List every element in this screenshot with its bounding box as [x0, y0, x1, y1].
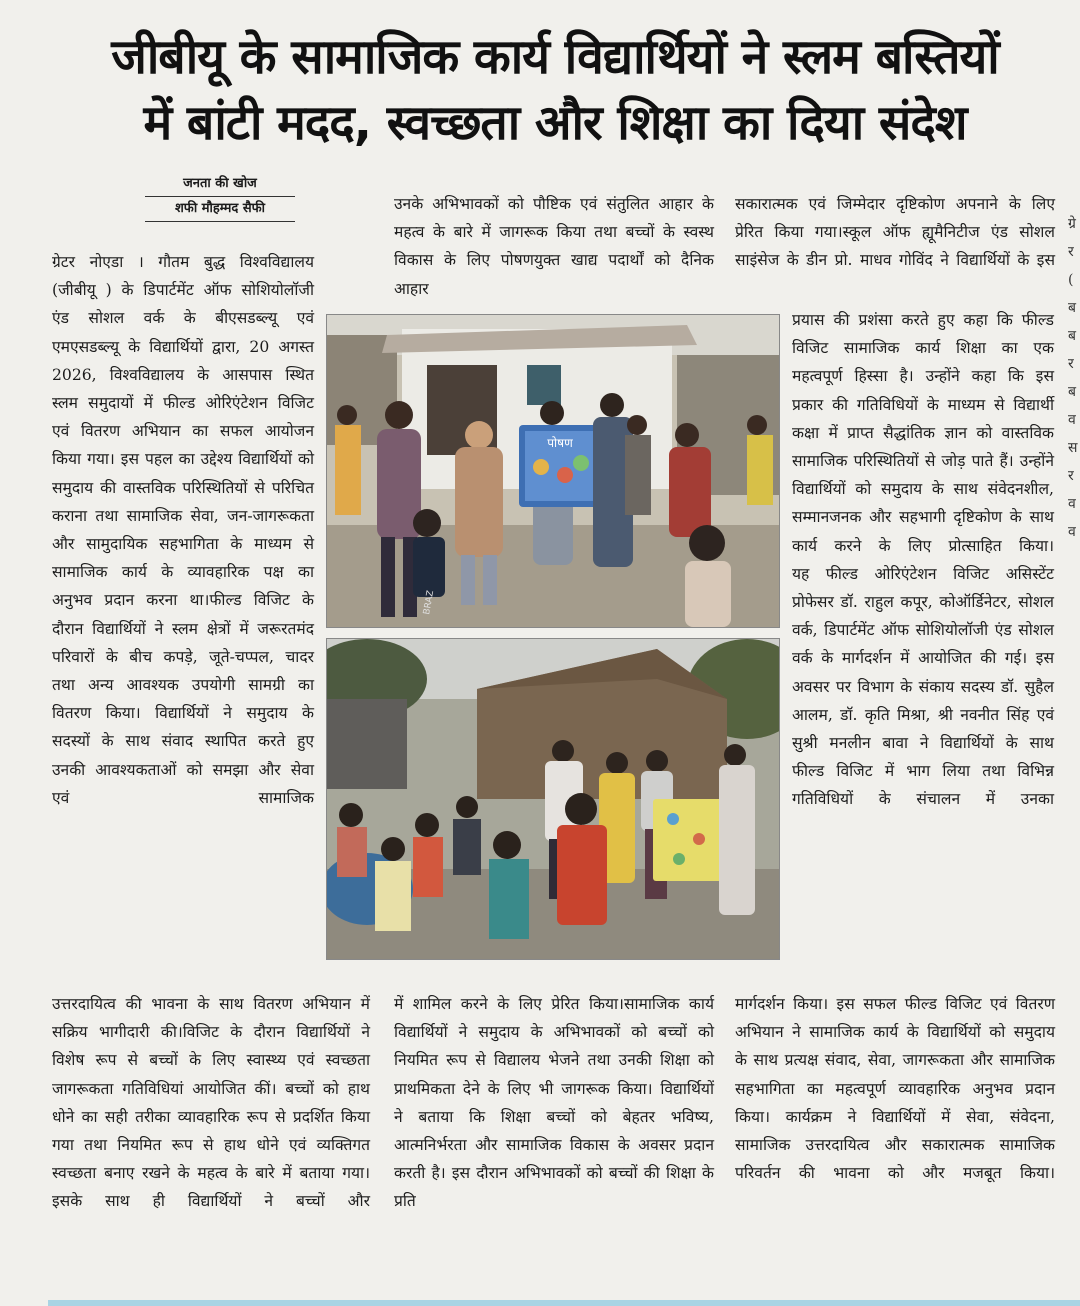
headline — [40, 24, 1070, 156]
edge-glyph: र — [1068, 244, 1074, 260]
edge-glyph: ब — [1068, 384, 1076, 400]
article-paragraph: सकारात्मक एवं जिम्मेदार दृष्टिकोण अपनाने के लिए प्रेरित किया गया।स्कूल ऑफ ह्यूमैनिटीज एंड सोशल साइंसेज के डीन प्रो. माधव गोविंद ने विद्यार्थियों के इस — [735, 195, 1055, 270]
edge-glyph: ब — [1068, 328, 1076, 344]
article-paragraph: प्रयास की प्रशंसा करते हुए कहा कि फील्ड विजिट सामाजिक कार्य शिक्षा का एक महत्वपूर्ण हिस्सा है। उन्होंने कहा कि इस प्रकार की गतिविधियों के माध्यम से विद्यार्थी कक्षा में प्राप्त सैद्धांतिक ज्ञान को वास्तविक सामाजिक परिस्थितियों से जोड़ पाते हैं। उन्होंने विद्यार्थियों को समुदाय के साथ संवेदनशील, सम्मानजनक और सहभागी दृष्टिकोण के साथ कार्य करने के लिए प्रोत्साहित किया। — [792, 311, 1054, 555]
article-column-1-top — [52, 248, 314, 812]
article-column-1-bottom — [52, 990, 370, 1216]
article-paragraph: यह फील्ड ओरिएंटेशन विजिट असिस्टेंट प्रोफेसर डॉ. राहुल कपूर, कोऑर्डिनेटर, सोशल वर्क, डिपार्टमेंट ऑफ सोशियोलॉजी एंड सोशल वर्क के मार्गदर्शन में आयोजित की गई। इस अवसर पर विभाग के संकाय सदस्य डॉ. सुहैल आलम, डॉ. कृति मिश्रा, श्री नवनीत सिंह एवं सुश्री मनलीन बावा ने विद्यार्थियों के साथ फील्ड विजिट में भाग लिया तथा विभिन्न गतिविधियों के संचालन में उनका — [792, 564, 1054, 809]
shirt-text: BRAZ — [422, 589, 437, 616]
edge-glyph: स — [1068, 440, 1078, 456]
photo-illustration — [327, 639, 779, 959]
edge-glyph: ब — [1068, 300, 1076, 316]
byline-source: जनता की खोज — [183, 176, 257, 191]
byline-author: शफी मौहम्मद सैफी — [174, 201, 266, 216]
edge-glyph: व — [1068, 496, 1076, 512]
article-column-2-top — [394, 190, 714, 303]
article-paragraph: ग्रेटर नोएडा । गौतम बुद्ध विश्वविद्यालय (जीबीयू ) के डिपार्टमेंट ऑफ सोशियोलॉजी एंड सोशल वर्क के बीएसडब्ल्यू एवं एमएसडब्ल्यू के विद्यार्थियों द्वारा, 20 अगस्त 2026, विश्वविद्यालय के आसपास स्थित स्लम समुदायों में फील्ड ओरिएंटेशन विजिट एवं वितरण अभियान का सफल आयोजन किया गया। इस पहल का उद्देश्य विद्यार्थियों को समुदाय की वास्तविक परिस्थितियों से परिचित कराना तथा सामाजिक सेवा, जन-जागरूकता और सामुदायिक सहभागिता के माध्यम से सामाजिक कार्य के व्यावहारिक पक्ष का अनुभव प्रदान करना था।फील्ड विजिट के दौरान विद्यार्थियों ने स्लम क्षेत्रों में जरूरतमंद परिवारों के बीच कपड़े, जूते-चप्पल, चादर तथा अन्य आवश्यक उपयोगी सामग्री का वितरण किया। विद्यार्थियों ने समुदाय के सदस्यों के साथ संवाद स्थापित करते हुए उनकी आवश्यकताओं को समझा और सेवा एवं सामाजिक — [52, 253, 314, 807]
byline-rule — [145, 221, 295, 222]
page-bottom-bar — [48, 1300, 1080, 1306]
edge-glyph: व — [1068, 412, 1076, 428]
edge-glyph: र — [1068, 356, 1074, 372]
byline — [140, 172, 300, 222]
news-photo-students-poster — [326, 314, 780, 628]
article-column-3-middle — [792, 306, 1054, 814]
edge-glyph: र — [1068, 468, 1074, 484]
article-column-3-top — [735, 190, 1055, 275]
headline-line-2: में बांटी मदद, स्वच्छता और शिक्षा का दिया संदेश — [143, 95, 967, 151]
edge-glyph: व — [1068, 524, 1076, 540]
edge-glyph: ( — [1068, 272, 1074, 288]
article-paragraph: उत्तरदायित्व की भावना के साथ वितरण अभियान में सक्रिय भागीदारी की।विजिट के दौरान विद्यार्थियों ने विशेष रूप से बच्चों के लिए स्वास्थ्य एवं स्वच्छता जागरूकता गतिविधियां आयोजित कीं। बच्चों को हाथ धोने का सही तरीका व्यावहारिक रूप से प्रदर्शित किया गया तथा नियमित रूप से हाथ धोने एवं व्यक्तिगत स्वच्छता बनाए रखने के महत्व के बारे में बताया गया। इसके साथ ही विद्यार्थियों ने बच्चों और — [52, 995, 370, 1211]
article-paragraph: उनके अभिभावकों को पौष्टिक एवं संतुलित आहार के महत्व के बारे में जागरूक किया तथा बच्चों के स्वस्थ विकास के लिए पोषणयुक्त खाद्य पदार्थों को दैनिक आहार — [394, 195, 714, 298]
edge-glyph: ग्रे — [1068, 216, 1076, 232]
article-column-2-bottom — [394, 990, 714, 1216]
poster-title: पोषण — [547, 436, 573, 450]
photo-illustration — [327, 315, 779, 627]
article-paragraph: मार्गदर्शन किया। इस सफल फील्ड विजिट एवं वितरण अभियान ने सामाजिक कार्य के विद्यार्थियों को समुदाय के साथ प्रत्यक्ष संवाद, सेवा, जागरूकता और सामाजिक सहभागिता का महत्वपूर्ण व्यावहारिक अनुभव प्रदान किया। कार्यक्रम ने विद्यार्थियों में सेवा, संवेदना, सामाजिक उत्तरदायित्व और सकारात्मक सामाजिक परिवर्तन की भावना को और मजबूत किया। — [735, 995, 1055, 1183]
headline-line-1: जीबीयू के सामाजिक कार्य विद्यार्थियों ने स्लम बस्तियों — [111, 29, 999, 85]
news-photo-children-hut — [326, 638, 780, 960]
article-paragraph: में शामिल करने के लिए प्रेरित किया।सामाजिक कार्य विद्यार्थियों ने समुदाय के अभिभावकों को बच्चों को नियमित रूप से विद्यालय भेजने तथा उनकी शिक्षा को प्राथमिकता देने के लिए भी जागरूक किया। विद्यार्थियों ने बताया कि शिक्षा बच्चों को बेहतर भविष्य, आत्मनिर्भरता और सामाजिक विकास के अवसर प्रदान करती है। इस दौरान अभिभावकों को बच्चों की शिक्षा के प्रति — [394, 995, 714, 1211]
adjacent-column-fragment — [1068, 210, 1080, 546]
article-column-3-bottom — [735, 990, 1055, 1187]
